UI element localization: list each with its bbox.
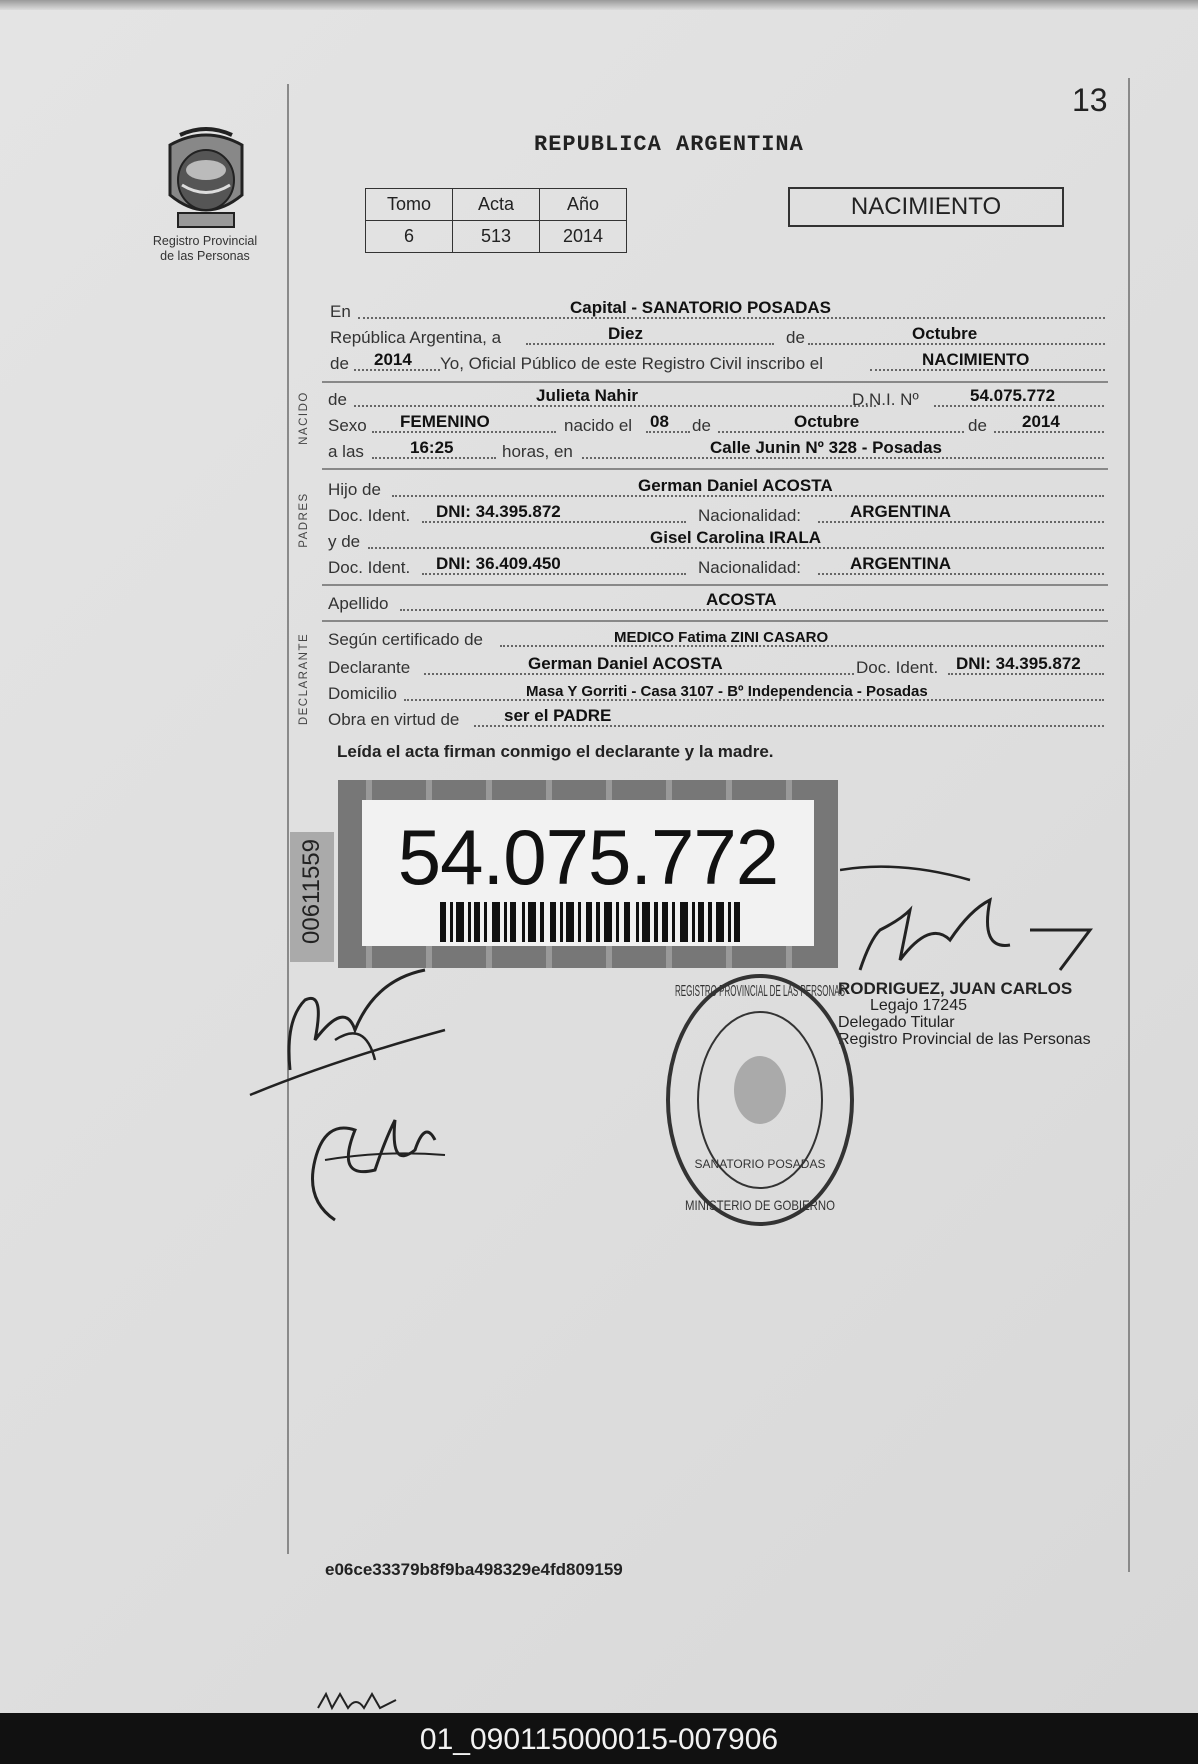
value-child-dni: 54.075.772 [970,386,1056,405]
label-yo: Yo, Oficial Público de este Registro Civil inscribo el [440,354,823,373]
value-acta: 513 [453,221,540,253]
value-domicilio: Masa Y Gorriti - Casa 3107 - Bº Independencia - Posadas [526,683,928,700]
value-apellido: ACOSTA [706,590,777,609]
value-month: Octubre [912,324,978,343]
line-mother-doc [328,556,1104,578]
value-child-name: Julieta Nahir [536,386,639,405]
line-obra [328,708,1104,730]
record-table-value-row [366,221,627,253]
right-border-line [1128,78,1130,1572]
official-role: Delegado Titular [838,1014,955,1031]
official-legajo: Legajo 17245 [870,997,967,1014]
header-acta: Acta [453,189,540,221]
label-alas: a las [328,442,364,461]
separator-4 [322,620,1108,622]
seal-bottom-text: MINISTERIO DE GOBIERNO [685,1197,836,1213]
value-mother-name: Gisel Carolina IRALA [650,528,821,547]
logo-caption-line1: Registro Provincial [152,234,258,248]
label-certificado: Según certificado de [328,630,483,649]
side-label-padres: PADRES [298,492,310,548]
seal-outer-text: REGISTRO PROVINCIAL DE LAS PERSONAS [675,983,845,1000]
line-alas [328,440,1104,462]
value-day: Diez [608,324,643,343]
side-label-declarante: DECLARANTE [298,632,310,726]
side-label-nacido: NACIDO [298,391,310,445]
value-declarante: German Daniel ACOSTA [528,654,723,673]
value-mother-doc: DNI: 36.409.450 [436,554,561,573]
label-dni: D.N.I. Nº [852,390,919,409]
footer-filename: 01_090115000015-007906 [419,1723,779,1756]
label-yde: y de [328,532,361,551]
seal-inner-text: SANATORIO POSADAS [694,1157,826,1171]
label-nacido-de2: de [692,416,711,435]
value-birth-day: 08 [650,412,669,431]
value-father-name: German Daniel ACOSTA [638,476,833,495]
sticker-panel [362,800,814,946]
label-decl-doc: Doc. Ident. [856,658,939,677]
top-shadow [0,0,1198,10]
value-birth-place: Calle Junin Nº 328 - Posadas [710,438,943,457]
separator-2 [322,468,1108,470]
label-father-doc: Doc. Ident. [328,506,411,525]
value-certificado: MEDICO Fatima ZINI CASARO [614,629,829,646]
record-table [365,188,627,253]
official-name: RODRIGUEZ, JUAN CARLOS [838,979,1073,998]
document-hash: e06ce33379b8f9ba498329e4fd809159 [325,1560,623,1579]
label-de2: de [330,354,349,373]
line-nacido-name [328,388,1104,410]
line-en [330,300,1105,322]
registry-seal-icon [662,972,858,1228]
left-border-line [287,84,289,1554]
line-domicilio [328,682,1104,704]
official-signature [840,850,1110,980]
separator-3 [322,584,1108,586]
label-domicilio: Domicilio [328,684,397,703]
label-horas: horas, en [502,442,573,461]
value-inscribo: NACIMIENTO [922,350,1030,369]
separator-1 [322,381,1108,383]
label-hijo: Hijo de [328,480,381,499]
bottom-scribble [316,1690,416,1712]
label-declarante: Declarante [328,658,411,677]
coat-of-arms-icon [160,125,252,235]
label-nacido-de: de [328,390,347,409]
line-republica [330,326,1105,348]
header-tomo: Tomo [366,189,453,221]
label-mother-doc: Doc. Ident. [328,558,411,577]
value-en: Capital - SANATORIO POSADAS [570,298,832,317]
serial-number: 00611559 [298,839,325,944]
label-republica: República Argentina, a [330,328,502,347]
value-decl-doc: DNI: 34.395.872 [956,654,1081,673]
label-nacido-el: nacido el [564,416,633,435]
line-yde [328,530,1104,552]
line-hijo [328,478,1104,500]
barcode-icon [440,902,740,942]
line-apellido [328,592,1104,614]
label-nacido-de3: de [968,416,987,435]
value-mother-nac: ARGENTINA [850,554,952,573]
document-title: REPUBLICA ARGENTINA [534,132,804,157]
label-en: En [330,302,351,321]
line-yo [330,352,1105,374]
value-anio: 2014 [540,221,627,253]
record-table-header-row [366,189,627,221]
official-office: Registro Provincial de las Personas [838,1031,1091,1048]
value-tomo: 6 [366,221,453,253]
official-block [838,980,1091,1048]
value-obra: ser el PADRE [504,706,612,725]
record-type-box: NACIMIENTO [788,187,1064,227]
footer-bar [0,1713,1198,1764]
label-sexo: Sexo [328,416,367,435]
logo-caption [140,234,270,264]
value-sexo: FEMENINO [400,412,490,431]
value-birth-month: Octubre [794,412,860,431]
label-de: de [786,328,805,347]
line-sexo [328,414,1104,436]
sticker-number: 54.075.772 [397,813,779,901]
header-anio: Año [540,189,627,221]
line-father-doc [328,504,1104,526]
value-year: 2014 [374,350,412,369]
logo-caption-line2: de las Personas [160,249,250,263]
line-certificado [328,628,1104,650]
closing-statement: Leída el acta firman conmigo el declarante y la madre. [337,742,774,761]
label-father-nac: Nacionalidad: [698,506,802,525]
value-birth-year: 2014 [1022,412,1060,431]
label-apellido: Apellido [328,594,389,613]
value-father-nac: ARGENTINA [850,502,952,521]
dni-sticker [338,780,838,968]
label-mother-nac: Nacionalidad: [698,558,802,577]
value-father-doc: DNI: 34.395.872 [436,502,561,521]
value-birth-time: 16:25 [410,438,454,457]
mother-signature [295,1060,455,1230]
page-number: 13 [1072,82,1108,118]
line-declarante [328,656,1104,678]
label-obra: Obra en virtud de [328,710,460,729]
